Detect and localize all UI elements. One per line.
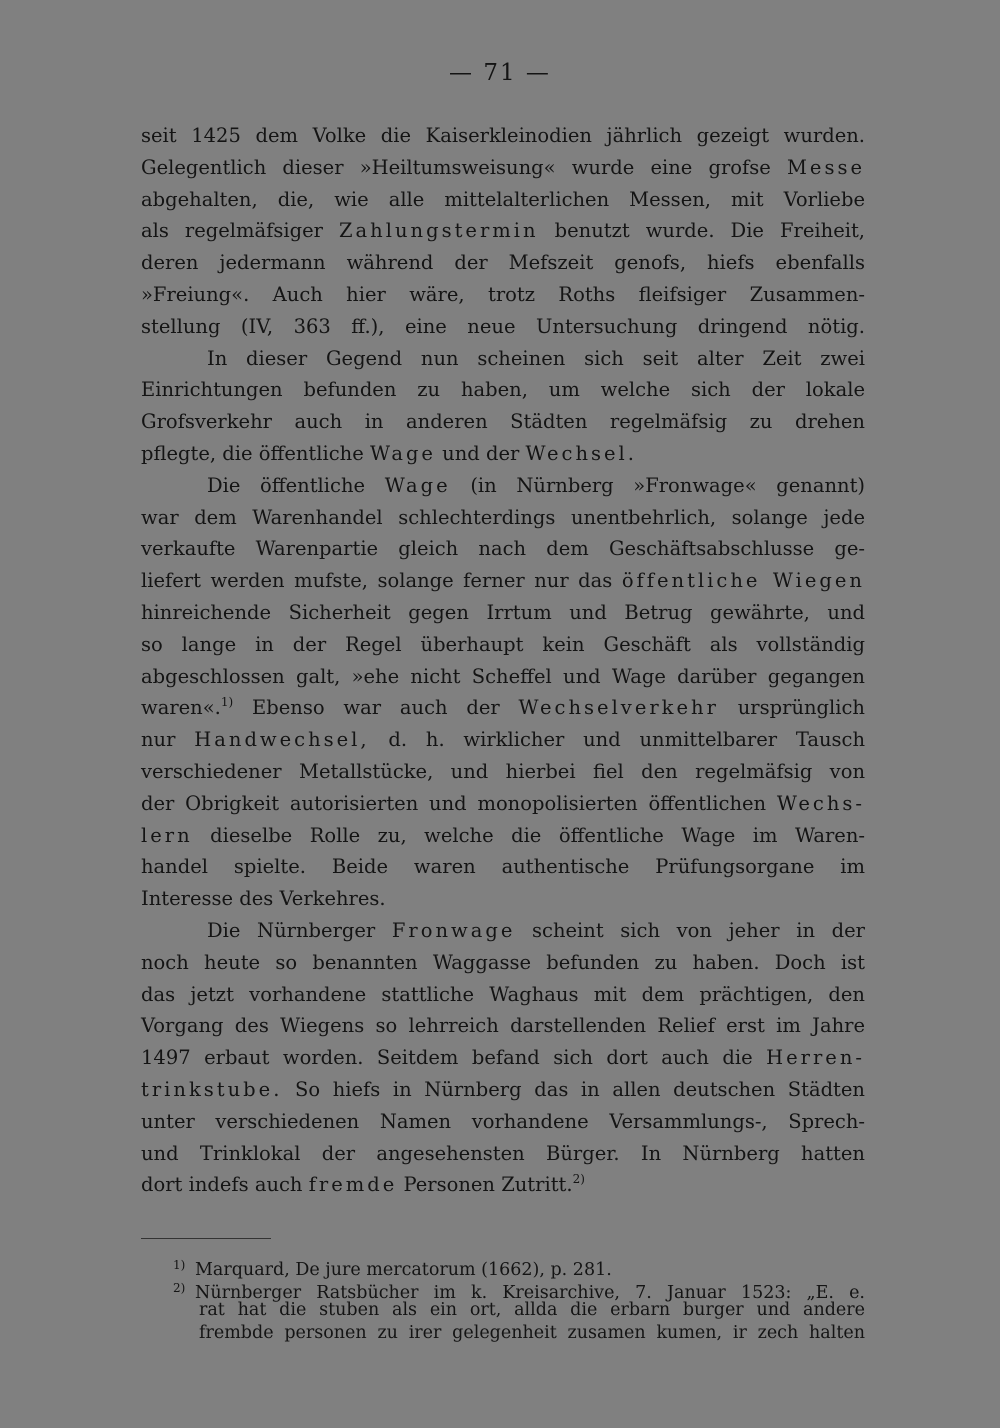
spaced-emphasis: Handwechsel, — [194, 728, 370, 752]
footnote-1: 1) Marquard, De jure mercatorum (1662), p. 281. — [141, 1254, 865, 1277]
text-line: Vorgang des Wiegens so lehrreich darstellenden Relief erst im Jahre — [141, 1014, 865, 1038]
footnotes — [141, 1254, 865, 1344]
spaced-emphasis: Fronwage — [391, 918, 516, 942]
text-line: handel spielte. Beide waren authentische Prüfungsorgane im — [141, 855, 865, 879]
text-line: als regelmäfsiger Zahlungstermin benutzt wurde. Die Freiheit, — [141, 219, 866, 243]
text-line: verschiedener Metallstücke, und hierbei fiel den regelmäfsig von — [141, 759, 865, 783]
text-line: 1497 erbaut worden. Seitdem befand sich dort auch die Herren- — [141, 1046, 865, 1070]
footnote-line: rat hat die stuben als ein ort, allda die erbarn burger und andere — [199, 1300, 865, 1320]
footnote-mark: 1) — [173, 1258, 186, 1272]
text-line: pflegte, die öffentliche Wage und der Wechsel. — [141, 441, 637, 465]
text-line: waren«.$^{1)}$ Ebenso war auch der Wechselverkehr ursprünglich — [141, 695, 865, 720]
spaced-emphasis: Wage — [384, 473, 451, 497]
spaced-emphasis: Wechsel. — [525, 441, 637, 465]
text-line: In dieser Gegend nun scheinen sich seit alter Zeit zwei — [207, 346, 865, 370]
text-line: nur Handwechsel, d. h. wirklicher und unmittelbarer Tausch — [141, 728, 866, 752]
text-line: das jetzt vorhandene stattliche Waghaus mit dem prächtigen, den — [141, 982, 865, 1006]
footnote-ref: 2) — [572, 1172, 585, 1187]
text-line: so lange in der Regel überhaupt kein Geschäft als vollständig — [141, 632, 865, 656]
body-text — [141, 120, 865, 1201]
spaced-emphasis: lern — [141, 823, 193, 847]
footnote-ref: 1) — [220, 695, 234, 710]
spaced-emphasis: Wechs- — [776, 791, 865, 815]
footnote-divider — [141, 1238, 271, 1239]
text-line: stellung (IV, 363 ff.), eine neue Untersuchung dringend nötig. — [141, 314, 865, 338]
spaced-emphasis: Wechselverkehr — [518, 696, 719, 720]
text-line: lern dieselbe Rolle zu, welche die öffentliche Wage im Waren- — [141, 823, 865, 847]
text-line: abgeschlossen galt, »ehe nicht Scheffel und Wage darüber gegangen — [141, 664, 865, 688]
spaced-emphasis: Zahlungstermin — [339, 219, 539, 243]
footnote-line: frembde personen zu irer gelegenheit zusamen kumen, ir zech halten — [199, 1322, 865, 1343]
text-line: deren jedermann während der Mefszeit genofs, hiefs ebenfalls — [141, 251, 865, 275]
spaced-emphasis: Herren- — [766, 1046, 865, 1070]
spaced-emphasis: Wage — [369, 441, 436, 465]
page-number: — 71 — — [449, 60, 551, 86]
text-line: verkaufte Warenpartie gleich nach dem Geschäftsabschlusse ge- — [141, 537, 865, 561]
text-line: Grofsverkehr auch in anderen Städten regelmäfsig zu drehen — [141, 410, 865, 434]
spaced-emphasis: Messe — [786, 155, 865, 179]
text-line: »Freiung«. Auch hier wäre, trotz Roths fleifsiger Zusammen- — [141, 282, 865, 306]
text-line: Gelegentlich dieser »Heiltumsweisung« wurde eine grofse Messe — [141, 155, 865, 179]
text-line: liefert werden mufste, solange ferner nur das öffentliche Wiegen — [141, 569, 865, 593]
text-line: Die Nürnberger Fronwage scheint sich von jeher in der — [207, 918, 866, 942]
text-line: hinreichende Sicherheit gegen Irrtum und Betrug gewährte, und — [141, 600, 865, 624]
text-line: und Trinklokal der angesehensten Bürger. In Nürnberg hatten — [141, 1141, 865, 1165]
text-line: Einrichtungen befunden zu haben, um welche sich der lokale — [141, 378, 865, 402]
text-line: trinkstube. So hiefs in Nürnberg das in allen deutschen Städten — [141, 1077, 865, 1101]
footnote-2: 2) Nürnberger Ratsbücher im k. Kreisarchive, 7. Januar 1523: „E. e. — [141, 1277, 865, 1300]
text-line: dort indefs auch fremde Personen Zutritt.$^{2)}$ — [141, 1172, 585, 1197]
text-line: Die öffentliche Wage (in Nürnberg »Fronwage« genannt) — [207, 473, 866, 497]
footnote-mark: 2) — [173, 1280, 186, 1295]
spaced-emphasis: trinkstube. — [141, 1077, 283, 1101]
spaced-emphasis: öffentliche Wiegen — [621, 569, 865, 593]
text-line: noch heute so benannten Waggasse befunden zu haben. Doch ist — [141, 950, 865, 974]
text-line: der Obrigkeit autorisierten und monopolisierten öffentlichen Wechs- — [141, 791, 865, 815]
text-line: unter verschiedenen Namen vorhandene Versammlungs-, Sprech- — [141, 1109, 865, 1133]
text-line: war dem Warenhandel schlechterdings unentbehrlich, solange jede — [141, 505, 865, 529]
spaced-emphasis: fremde — [308, 1173, 398, 1197]
text-line: abgehalten, die, wie alle mittelalterlichen Messen, mit Vorliebe — [141, 187, 865, 211]
text-line: Interesse des Verkehres. — [141, 887, 386, 911]
text-line: seit 1425 dem Volke die Kaiserkleinodien jährlich gezeigt wurden. — [141, 124, 865, 147]
